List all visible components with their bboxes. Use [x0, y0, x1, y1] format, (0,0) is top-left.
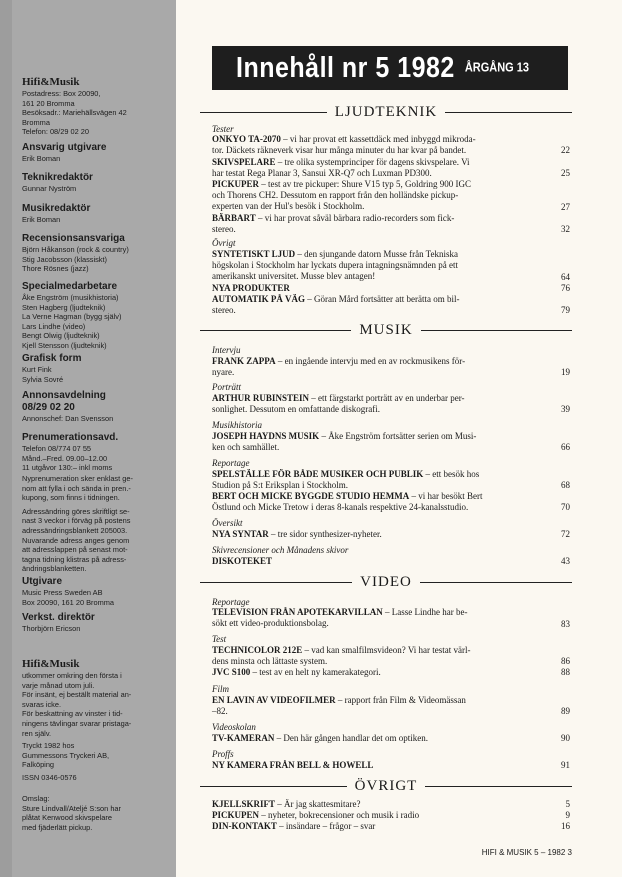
entry-title: PICKUPER	[212, 179, 259, 189]
ansvarig-title: Ansvarig utgivare	[22, 142, 107, 153]
page-footer: HIFI & MUSIK 5 – 1982 3	[481, 848, 572, 857]
page-number: 70	[561, 502, 570, 512]
entry-title: SPELSTÄLLE FÖR BÅDE MUSIKER OCH PUBLIK	[212, 469, 424, 479]
category-label: Musikhistoria	[212, 420, 263, 430]
musik-title: Musikredaktör	[22, 203, 91, 214]
page-number: 43	[561, 556, 570, 566]
binding-shadow	[0, 0, 12, 877]
toc-entry[interactable]	[212, 213, 552, 235]
masthead-logo: Hifi&Musik	[22, 76, 80, 88]
category-label: Proffs	[212, 749, 234, 759]
entry-text: –82.	[212, 706, 228, 717]
pren-line: 11 utgåvor 130:– inkl moms	[22, 463, 113, 473]
entry-text: stereo.	[212, 224, 236, 235]
entry-text: tor. Däckets räkneverk visar hur många minuter du har kvar på bandet.	[212, 145, 467, 156]
page-number: 76	[561, 283, 570, 293]
entry-text: – en ingående intervju med en av rockmusikens för-	[275, 356, 466, 366]
entry-title: TELEVISION FRÅN APOTEKARVILLAN	[212, 607, 383, 617]
special-line: Bengt Olwig (ljudteknik)	[22, 331, 100, 341]
omslag-block	[22, 794, 172, 832]
page-number: 79	[561, 305, 570, 315]
entry-title: FRANK ZAPPA	[212, 356, 276, 366]
section-rule	[425, 786, 572, 787]
page-number: 66	[561, 442, 570, 452]
toc-entry[interactable]	[212, 134, 552, 156]
toc-entry[interactable]	[212, 645, 552, 667]
info-line: För insänt, ej beställt material an-	[22, 690, 132, 700]
pren-text-line: nom att fylla i och sända in pren.-	[22, 483, 131, 493]
annons-chef: Annonschef: Dan Svensson	[22, 414, 114, 423]
entry-title: JOSEPH HAYDNS MUSIK	[212, 431, 320, 441]
toc-entry[interactable]	[212, 179, 552, 213]
section-header-video	[200, 574, 572, 591]
toc-entry[interactable]	[212, 695, 552, 717]
section-title: VIDEO	[360, 574, 412, 590]
section-rule	[200, 330, 351, 331]
pren-text-line: ändringsblanketten.	[22, 564, 87, 574]
pren-text-line: kupong, som finns i tidningen.	[22, 493, 120, 503]
entry-text: – rapport från Film & Videomässan	[335, 695, 466, 705]
pren-line: Telefon 08/774 07 55	[22, 444, 92, 453]
category-label: Översikt	[212, 518, 243, 528]
entry-text: – Göran Mård fortsätter att berätta om bil-	[305, 294, 460, 304]
grafisk-block	[22, 353, 172, 384]
toc-entry[interactable]	[212, 529, 552, 540]
category-label: Tester	[212, 124, 234, 134]
verkst-block	[22, 612, 172, 634]
page-number: 68	[561, 480, 570, 490]
page-number: 72	[561, 529, 570, 539]
entry-text: – test av en helt ny kamerakategori.	[250, 667, 381, 677]
info-line: varje månad utom juli.	[22, 680, 95, 690]
toc-entry[interactable]	[212, 491, 552, 513]
omslag-line: med fjäderlätt pickup.	[22, 822, 93, 832]
section-title: MUSIK	[359, 322, 413, 338]
special-line: Sten Hagberg (ljudteknik)	[22, 302, 106, 312]
toc-entry[interactable]	[212, 733, 552, 744]
section-rule	[200, 582, 352, 583]
entry-text: – nyheter, bokrecensioner och musik i radio	[259, 810, 420, 820]
page-number: 5	[565, 799, 570, 809]
annons-title: Annonsavdelning	[22, 390, 106, 401]
entry-text: sonlighet. Dessutom en omfattande diskografi.	[212, 404, 380, 415]
banner-title: Innehåll nr 5 1982	[236, 51, 455, 84]
entry-text: nyare.	[212, 367, 235, 378]
entry-title: JVC S100	[212, 667, 251, 677]
page-number: 89	[561, 706, 570, 716]
section-title: ÖVRIGT	[354, 778, 418, 794]
info-line: utkommer omkring den första i	[22, 671, 122, 680]
section-header-ovrigt	[200, 778, 572, 795]
entry-text: – ett besök hos	[423, 469, 480, 479]
toc-entry[interactable]	[212, 607, 552, 629]
entry-title: SKIVSPELARE	[212, 157, 276, 167]
contents-banner	[212, 46, 568, 90]
entry-text: – Den här gången handlar det om optiken.	[274, 733, 429, 743]
page-number: 32	[561, 224, 570, 234]
pren-line: Månd.–Fred. 09.00–12.00	[22, 453, 108, 463]
section-rule	[200, 112, 327, 113]
entry-text: amerikanskt universitet. Musse blev antagen!	[212, 271, 376, 282]
toc-entry[interactable]	[212, 393, 552, 415]
recensions-line: Björn Håkanson (rock & country)	[22, 245, 129, 254]
section-header-ljudteknik	[200, 104, 572, 121]
category-label: Videoskolan	[212, 722, 256, 732]
info-line: ren själv.	[22, 728, 52, 738]
pren-text-line: Nuvarande adress anges genom	[22, 535, 130, 545]
entry-text: – tre olika systemprinciper för dagens skivspelare. Vi	[275, 157, 470, 167]
category-label: Reportage	[212, 458, 250, 468]
toc-entry[interactable]	[212, 667, 552, 678]
entry-title: ONKYO TA-2070	[212, 134, 281, 144]
pren-text-line: tagna tidning klistras på adress-	[22, 554, 127, 564]
entry-text: har testat Rega Planar 3, Sansui XR-Q7 och Luxman PD300.	[212, 168, 432, 179]
address-line: 161 20 Bromma	[22, 98, 75, 108]
entry-text: – vad kan smalfilmsvideon? Vi har testat värl-	[302, 645, 471, 655]
annons-block	[22, 390, 172, 424]
page-number: 22	[561, 145, 570, 155]
page-number: 16	[561, 821, 570, 831]
info-line: Gummessons Tryckeri AB,	[22, 750, 110, 760]
toc-entry[interactable]	[212, 283, 552, 294]
special-line: La Verne Hagman (bygg själv)	[22, 312, 122, 322]
address-line: Postadress: Box 20090,	[22, 89, 101, 98]
section-rule	[445, 112, 572, 113]
teknik-name: Gunnar Nyström	[22, 184, 77, 193]
page-number: 86	[561, 656, 570, 666]
category-label: Intervju	[212, 345, 241, 355]
entry-text: – vi har besökt Bert	[409, 491, 483, 501]
omslag-line: plåtat Kenwood skivspelare	[22, 813, 112, 823]
toc-entry[interactable]	[212, 760, 552, 771]
entry-text: – insändare – frågor – svar	[276, 821, 376, 831]
toc-entry[interactable]	[212, 821, 552, 832]
category-label: Porträtt	[212, 382, 242, 392]
recensions-block	[22, 233, 172, 274]
grafisk-title: Grafisk form	[22, 353, 82, 364]
entry-text: – den sjungande datorn Musse från Tekniska	[295, 249, 459, 259]
pren-block	[22, 432, 172, 473]
entry-text: ken och samhället.	[212, 442, 280, 453]
address-line: Besöksadr.: Mariehällsvägen 42	[22, 108, 127, 118]
page-number: 39	[561, 404, 570, 414]
recensions-title: Recensionsansvariga	[22, 233, 125, 244]
pren-info	[22, 474, 172, 574]
toc-entry[interactable]	[212, 799, 552, 810]
section-header-musik	[200, 322, 572, 339]
info-line: Tryckt 1982 hos	[22, 741, 75, 751]
toc-entry[interactable]	[212, 356, 552, 378]
section-rule	[421, 330, 572, 331]
pren-text-line: Adressändring göres skriftligt se-	[22, 506, 130, 516]
grafisk-line: Sylvia Sovré	[22, 374, 64, 384]
category-label: Övrigt	[212, 238, 236, 248]
entry-text: Studion på S:t Eriksplan i Stockholm.	[212, 480, 349, 491]
pren-text-line: att adresslappen på senast mot-	[22, 545, 128, 555]
pren-text-line: adressändringsblankett 205003.	[22, 525, 128, 535]
page-number: 88	[561, 667, 570, 677]
utgivare-title: Utgivare	[22, 576, 63, 587]
entry-title: PICKUPEN	[212, 810, 259, 820]
category-label: Film	[212, 684, 229, 694]
entry-text: och Thorens CH2. Dessutom en rapport från den holländske pickup-	[212, 190, 459, 201]
entry-text: sökt ett video-produktionsbolag.	[212, 618, 329, 629]
ansvarig-block	[22, 142, 172, 164]
entry-text: – vi har provat ett kassettdäck med inbyggd mikroda-	[280, 134, 476, 144]
info-line: ningens tävlingar svarar pristaga-	[22, 718, 132, 728]
entry-title: AUTOMATIK PÅ VÄG	[212, 294, 306, 304]
entry-text: – tre sidor synthesizer-nyheter.	[268, 529, 382, 539]
category-label: Test	[212, 634, 227, 644]
address-line: Bromma	[22, 117, 50, 127]
page-number: 25	[561, 168, 570, 178]
musik-name: Erik Boman	[22, 215, 61, 224]
special-block	[22, 281, 172, 351]
utgivare-block	[22, 576, 172, 607]
entry-title: DIN-KONTAKT	[212, 821, 277, 831]
entry-text: experten van der Hul's besök i Stockholm.	[212, 201, 365, 212]
toc-entry[interactable]	[212, 294, 552, 316]
page-number: 19	[561, 367, 570, 377]
category-label: Reportage	[212, 597, 250, 607]
entry-text: – Är jag skattesmitare?	[275, 799, 361, 809]
section-rule	[420, 582, 572, 583]
special-line: Kjell Stensson (ljudteknik)	[22, 340, 107, 350]
omslag-line: Sture Lindvall/Ateljé S:son har	[22, 803, 122, 813]
entry-title: ARTHUR RUBINSTEIN	[212, 393, 309, 403]
page-number: 91	[561, 760, 570, 770]
info-line: Falköping	[22, 760, 55, 770]
banner-year: ÅRGÅNG 13	[464, 60, 530, 76]
entry-title: NYA SYNTAR	[212, 529, 269, 539]
info-logo: Hifi&Musik	[22, 658, 80, 670]
grafisk-line: Kurt Fink	[22, 365, 52, 374]
page-number: 27	[561, 202, 570, 212]
entry-text: – Lasse Lindhe har be-	[382, 607, 468, 617]
entry-title: BÄRBART	[212, 213, 256, 223]
omslag-line: Omslag:	[22, 794, 50, 803]
section-title: LJUDTEKNIK	[334, 104, 438, 120]
recensions-line: Stig Jacobsson (klassiskt)	[22, 254, 108, 264]
entry-text: – test av tre pickuper: Shure V15 typ 5, Goldring 900 IGC	[259, 179, 472, 189]
address-line: Telefon: 08/29 02 20	[22, 127, 89, 137]
entry-title: TV-KAMERAN	[212, 733, 275, 743]
toc-entry[interactable]	[212, 469, 552, 491]
entry-title: DISKOTEKET	[212, 556, 273, 566]
annons-phone: 08/29 02 20	[22, 402, 75, 413]
entry-text: dens minsta och lättaste system.	[212, 656, 328, 667]
toc-entry[interactable]	[212, 810, 552, 821]
entry-text: stereo.	[212, 305, 236, 316]
utgivare-line: Box 20090, 161 20 Bromma	[22, 597, 115, 607]
entry-title: EN LAVIN AV VIDEOFILMER	[212, 695, 336, 705]
special-line: Åke Engström (musikhistoria)	[22, 293, 119, 302]
entry-title: BERT OCH MICKE BYGGDE STUDIO HEMMA	[212, 491, 410, 501]
ansvarig-name: Erik Boman	[22, 154, 61, 163]
info-block	[22, 658, 172, 783]
section-rule	[200, 786, 347, 787]
entry-text: – vi har provat såväl bärbara radio-recorders som fick-	[255, 213, 455, 223]
page-number: 64	[561, 272, 570, 282]
entry-title: TECHNICOLOR 212E	[212, 645, 303, 655]
special-title: Specialmedarbetare	[22, 281, 118, 292]
toc-entry[interactable]	[212, 157, 552, 179]
recensions-line: Thore Rösnes (jazz)	[22, 264, 89, 274]
toc-entry[interactable]	[212, 249, 552, 283]
entry-title: KJELLSKRIFT	[212, 799, 276, 809]
page-number: 90	[561, 733, 570, 743]
verkst-name: Thorbjörn Ericson	[22, 624, 81, 633]
special-line: Lars Lindhe (video)	[22, 321, 86, 331]
entry-title: NY KAMERA FRÅN BELL & HOWELL	[212, 760, 374, 770]
category-label: Skivrecensioner och Månadens skivor	[212, 545, 349, 555]
verkst-title: Verkst. direktör	[22, 612, 95, 623]
pren-text-line: Nyprenumeration sker enklast ge-	[22, 474, 133, 483]
entry-title: NYA PRODUKTER	[212, 283, 290, 293]
teknik-block	[22, 172, 172, 194]
entry-text: Östlund och Micke Tretow i deras 8-kanals respektive 24-kanalsstudio.	[212, 502, 469, 513]
pren-text-line: nast 3 veckor i förväg på postens	[22, 516, 131, 526]
page-number: 83	[561, 619, 570, 629]
masthead-sidebar	[0, 0, 176, 877]
info-line: ISSN 0346-0576	[22, 772, 77, 782]
info-line: För beskattning av vinster i tid-	[22, 709, 123, 719]
musik-block	[22, 203, 172, 225]
entry-text: högskolan i Stockholm har lyckats dupera intagningsnämnden på ett	[212, 260, 458, 271]
page-number: 9	[565, 810, 570, 820]
entry-text: – Åke Engström fortsätter serien om Musi-	[319, 431, 477, 441]
masthead-address	[22, 76, 172, 137]
utgivare-line: Music Press Sweden AB	[22, 588, 103, 597]
pren-title: Prenumerationsavd.	[22, 432, 119, 443]
toc-entry[interactable]	[212, 556, 552, 567]
toc-entry[interactable]	[212, 431, 552, 453]
teknik-title: Teknikredaktör	[22, 172, 93, 183]
entry-text: – ett färgstarkt porträtt av en underbar per-	[308, 393, 465, 403]
entry-title: SYNTETISKT LJUD	[212, 249, 296, 259]
info-line: svaras icke.	[22, 699, 62, 709]
